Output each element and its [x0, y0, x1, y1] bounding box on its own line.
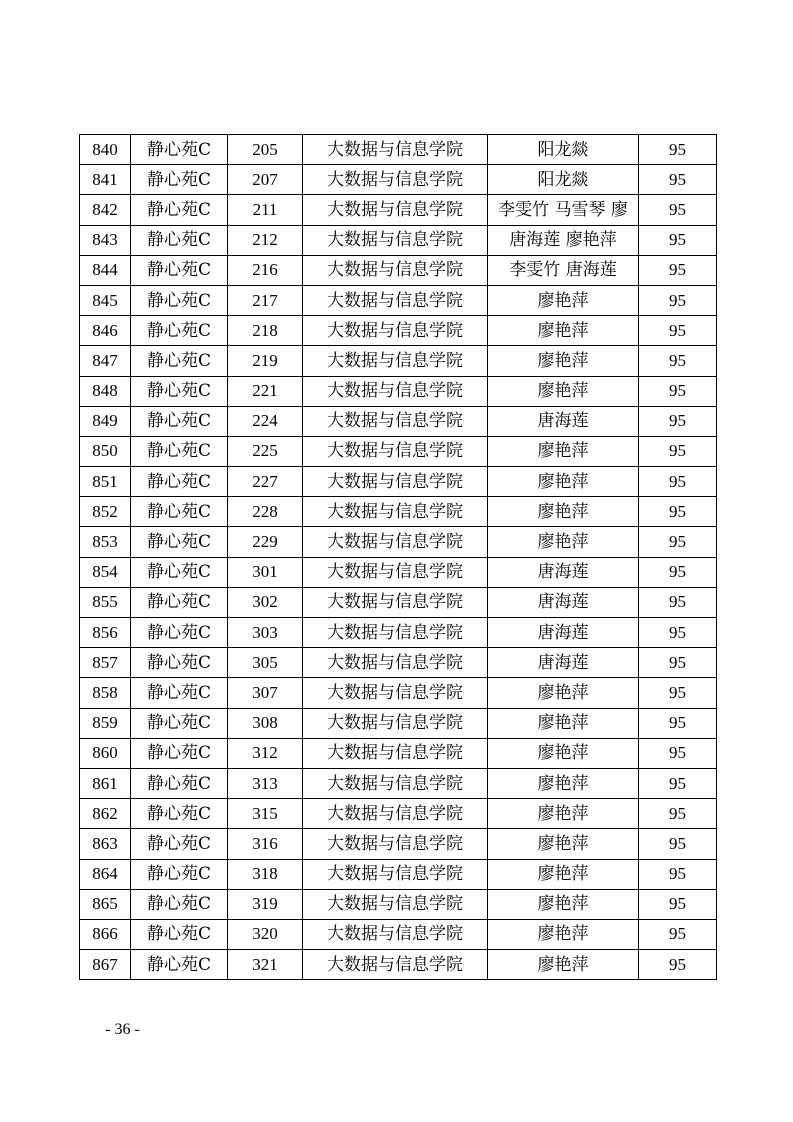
row-number-cell: 853	[80, 527, 131, 557]
row-number-cell: 852	[80, 497, 131, 527]
college-cell: 大数据与信息学院	[303, 165, 488, 195]
table-row	[80, 587, 717, 617]
building-cell: 静心苑C	[131, 225, 228, 255]
college-cell: 大数据与信息学院	[303, 376, 488, 406]
row-number-cell: 866	[80, 919, 131, 949]
table-row	[80, 889, 717, 919]
table-row	[80, 799, 717, 829]
college-cell: 大数据与信息学院	[303, 346, 488, 376]
score-cell: 95	[639, 618, 717, 648]
counselor-cell: 廖艳萍	[488, 829, 639, 859]
counselor-cell: 唐海莲	[488, 618, 639, 648]
room-number-cell: 212	[228, 225, 303, 255]
table-row	[80, 618, 717, 648]
building-cell: 静心苑C	[131, 648, 228, 678]
table-row	[80, 165, 717, 195]
row-number-cell: 857	[80, 648, 131, 678]
row-number-cell: 863	[80, 829, 131, 859]
college-cell: 大数据与信息学院	[303, 618, 488, 648]
score-cell: 95	[639, 950, 717, 980]
table-row	[80, 285, 717, 315]
college-cell: 大数据与信息学院	[303, 316, 488, 346]
building-cell: 静心苑C	[131, 467, 228, 497]
score-cell: 95	[639, 557, 717, 587]
college-cell: 大数据与信息学院	[303, 799, 488, 829]
row-number-cell: 843	[80, 225, 131, 255]
table-row	[80, 376, 717, 406]
dormitory-score-table	[79, 134, 717, 980]
building-cell: 静心苑C	[131, 436, 228, 466]
row-number-cell: 842	[80, 195, 131, 225]
room-number-cell: 303	[228, 618, 303, 648]
table-row	[80, 497, 717, 527]
counselor-cell: 廖艳萍	[488, 436, 639, 466]
score-cell: 95	[639, 285, 717, 315]
counselor-cell: 廖艳萍	[488, 859, 639, 889]
building-cell: 静心苑C	[131, 255, 228, 285]
table-row	[80, 919, 717, 949]
table-row	[80, 768, 717, 798]
score-cell: 95	[639, 738, 717, 768]
room-number-cell: 312	[228, 738, 303, 768]
building-cell: 静心苑C	[131, 678, 228, 708]
table-row	[80, 225, 717, 255]
score-cell: 95	[639, 135, 717, 165]
row-number-cell: 860	[80, 738, 131, 768]
score-cell: 95	[639, 346, 717, 376]
college-cell: 大数据与信息学院	[303, 859, 488, 889]
table-row	[80, 195, 717, 225]
score-cell: 95	[639, 648, 717, 678]
score-cell: 95	[639, 406, 717, 436]
score-cell: 95	[639, 255, 717, 285]
counselor-cell: 唐海莲	[488, 587, 639, 617]
college-cell: 大数据与信息学院	[303, 919, 488, 949]
table-row	[80, 527, 717, 557]
table-row	[80, 708, 717, 738]
table-row	[80, 467, 717, 497]
row-number-cell: 847	[80, 346, 131, 376]
room-number-cell: 318	[228, 859, 303, 889]
table-row	[80, 346, 717, 376]
score-cell: 95	[639, 225, 717, 255]
building-cell: 静心苑C	[131, 195, 228, 225]
room-number-cell: 319	[228, 889, 303, 919]
score-cell: 95	[639, 436, 717, 466]
table-row	[80, 950, 717, 980]
room-number-cell: 229	[228, 527, 303, 557]
row-number-cell: 855	[80, 587, 131, 617]
building-cell: 静心苑C	[131, 316, 228, 346]
row-number-cell: 867	[80, 950, 131, 980]
college-cell: 大数据与信息学院	[303, 708, 488, 738]
counselor-cell: 唐海莲	[488, 648, 639, 678]
row-number-cell: 846	[80, 316, 131, 346]
college-cell: 大数据与信息学院	[303, 527, 488, 557]
row-number-cell: 845	[80, 285, 131, 315]
row-number-cell: 864	[80, 859, 131, 889]
room-number-cell: 216	[228, 255, 303, 285]
college-cell: 大数据与信息学院	[303, 738, 488, 768]
building-cell: 静心苑C	[131, 919, 228, 949]
row-number-cell: 854	[80, 557, 131, 587]
building-cell: 静心苑C	[131, 557, 228, 587]
room-number-cell: 217	[228, 285, 303, 315]
counselor-cell: 廖艳萍	[488, 889, 639, 919]
score-cell: 95	[639, 919, 717, 949]
room-number-cell: 219	[228, 346, 303, 376]
table-row	[80, 557, 717, 587]
college-cell: 大数据与信息学院	[303, 436, 488, 466]
room-number-cell: 301	[228, 557, 303, 587]
building-cell: 静心苑C	[131, 285, 228, 315]
table-row	[80, 316, 717, 346]
building-cell: 静心苑C	[131, 527, 228, 557]
building-cell: 静心苑C	[131, 889, 228, 919]
row-number-cell: 856	[80, 618, 131, 648]
building-cell: 静心苑C	[131, 738, 228, 768]
row-number-cell: 865	[80, 889, 131, 919]
room-number-cell: 225	[228, 436, 303, 466]
college-cell: 大数据与信息学院	[303, 587, 488, 617]
room-number-cell: 313	[228, 768, 303, 798]
counselor-cell: 廖艳萍	[488, 678, 639, 708]
score-cell: 95	[639, 376, 717, 406]
score-cell: 95	[639, 799, 717, 829]
room-number-cell: 207	[228, 165, 303, 195]
counselor-cell: 廖艳萍	[488, 708, 639, 738]
table-row	[80, 135, 717, 165]
college-cell: 大数据与信息学院	[303, 768, 488, 798]
score-cell: 95	[639, 708, 717, 738]
building-cell: 静心苑C	[131, 799, 228, 829]
score-cell: 95	[639, 497, 717, 527]
row-number-cell: 851	[80, 467, 131, 497]
score-cell: 95	[639, 467, 717, 497]
building-cell: 静心苑C	[131, 618, 228, 648]
table-row	[80, 678, 717, 708]
college-cell: 大数据与信息学院	[303, 950, 488, 980]
row-number-cell: 858	[80, 678, 131, 708]
counselor-cell: 廖艳萍	[488, 950, 639, 980]
score-cell: 95	[639, 678, 717, 708]
college-cell: 大数据与信息学院	[303, 406, 488, 436]
room-number-cell: 315	[228, 799, 303, 829]
table-body	[80, 135, 717, 980]
building-cell: 静心苑C	[131, 768, 228, 798]
room-number-cell: 320	[228, 919, 303, 949]
counselor-cell: 廖艳萍	[488, 346, 639, 376]
table-row	[80, 859, 717, 889]
room-number-cell: 302	[228, 587, 303, 617]
college-cell: 大数据与信息学院	[303, 255, 488, 285]
score-cell: 95	[639, 527, 717, 557]
college-cell: 大数据与信息学院	[303, 557, 488, 587]
table-row	[80, 829, 717, 859]
room-number-cell: 228	[228, 497, 303, 527]
score-cell: 95	[639, 889, 717, 919]
counselor-cell: 廖艳萍	[488, 799, 639, 829]
counselor-cell: 廖艳萍	[488, 316, 639, 346]
college-cell: 大数据与信息学院	[303, 467, 488, 497]
room-number-cell: 305	[228, 648, 303, 678]
counselor-cell: 廖艳萍	[488, 738, 639, 768]
score-cell: 95	[639, 165, 717, 195]
counselor-cell: 李雯竹 马雪琴 廖	[488, 195, 639, 225]
score-cell: 95	[639, 859, 717, 889]
counselor-cell: 唐海莲	[488, 557, 639, 587]
row-number-cell: 862	[80, 799, 131, 829]
building-cell: 静心苑C	[131, 829, 228, 859]
counselor-cell: 廖艳萍	[488, 285, 639, 315]
score-cell: 95	[639, 587, 717, 617]
building-cell: 静心苑C	[131, 406, 228, 436]
college-cell: 大数据与信息学院	[303, 285, 488, 315]
college-cell: 大数据与信息学院	[303, 135, 488, 165]
row-number-cell: 859	[80, 708, 131, 738]
room-number-cell: 221	[228, 376, 303, 406]
building-cell: 静心苑C	[131, 376, 228, 406]
room-number-cell: 218	[228, 316, 303, 346]
room-number-cell: 224	[228, 406, 303, 436]
row-number-cell: 850	[80, 436, 131, 466]
row-number-cell: 861	[80, 768, 131, 798]
college-cell: 大数据与信息学院	[303, 195, 488, 225]
row-number-cell: 841	[80, 165, 131, 195]
counselor-cell: 廖艳萍	[488, 376, 639, 406]
counselor-cell: 廖艳萍	[488, 497, 639, 527]
row-number-cell: 848	[80, 376, 131, 406]
table-row	[80, 406, 717, 436]
college-cell: 大数据与信息学院	[303, 889, 488, 919]
score-cell: 95	[639, 768, 717, 798]
building-cell: 静心苑C	[131, 497, 228, 527]
building-cell: 静心苑C	[131, 165, 228, 195]
building-cell: 静心苑C	[131, 346, 228, 376]
room-number-cell: 321	[228, 950, 303, 980]
room-number-cell: 205	[228, 135, 303, 165]
counselor-cell: 唐海莲	[488, 406, 639, 436]
building-cell: 静心苑C	[131, 950, 228, 980]
table-row	[80, 648, 717, 678]
counselor-cell: 阳龙燚	[488, 165, 639, 195]
row-number-cell: 844	[80, 255, 131, 285]
score-cell: 95	[639, 316, 717, 346]
room-number-cell: 227	[228, 467, 303, 497]
table-row	[80, 255, 717, 285]
counselor-cell: 阳龙燚	[488, 135, 639, 165]
counselor-cell: 唐海莲 廖艳萍	[488, 225, 639, 255]
room-number-cell: 316	[228, 829, 303, 859]
score-cell: 95	[639, 195, 717, 225]
table-row	[80, 738, 717, 768]
counselor-cell: 廖艳萍	[488, 768, 639, 798]
college-cell: 大数据与信息学院	[303, 678, 488, 708]
page-number: - 36 -	[105, 1021, 140, 1038]
college-cell: 大数据与信息学院	[303, 225, 488, 255]
counselor-cell: 李雯竹 唐海莲	[488, 255, 639, 285]
building-cell: 静心苑C	[131, 587, 228, 617]
building-cell: 静心苑C	[131, 708, 228, 738]
building-cell: 静心苑C	[131, 135, 228, 165]
college-cell: 大数据与信息学院	[303, 829, 488, 859]
counselor-cell: 廖艳萍	[488, 527, 639, 557]
college-cell: 大数据与信息学院	[303, 497, 488, 527]
counselor-cell: 廖艳萍	[488, 467, 639, 497]
row-number-cell: 849	[80, 406, 131, 436]
counselor-cell: 廖艳萍	[488, 919, 639, 949]
row-number-cell: 840	[80, 135, 131, 165]
room-number-cell: 308	[228, 708, 303, 738]
room-number-cell: 211	[228, 195, 303, 225]
building-cell: 静心苑C	[131, 859, 228, 889]
college-cell: 大数据与信息学院	[303, 648, 488, 678]
room-number-cell: 307	[228, 678, 303, 708]
table-row	[80, 436, 717, 466]
score-cell: 95	[639, 829, 717, 859]
